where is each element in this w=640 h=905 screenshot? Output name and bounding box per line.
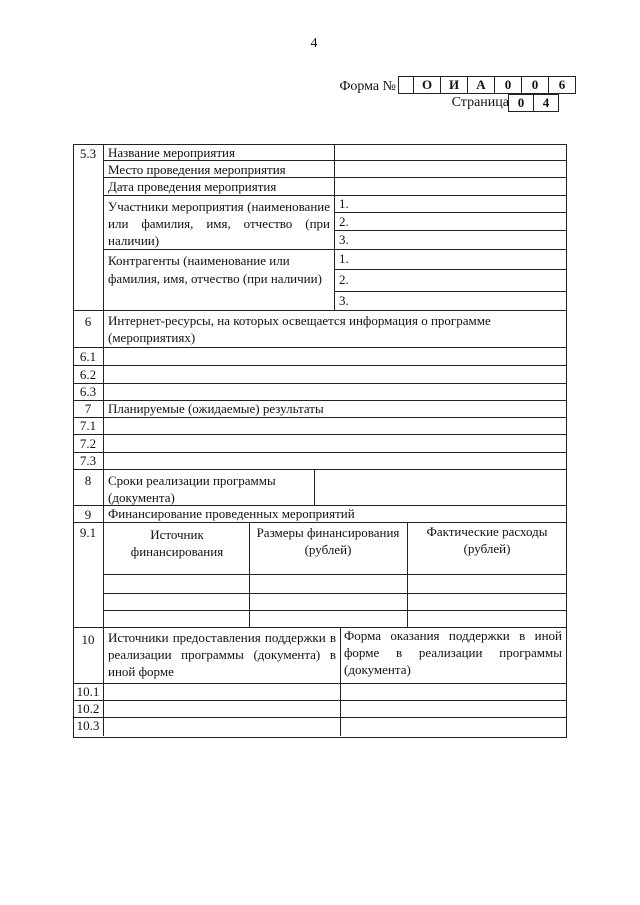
row-number: 10.2 (76, 701, 100, 716)
col-line (249, 522, 250, 627)
row-line (334, 212, 566, 213)
row-number: 7.2 (79, 436, 97, 451)
implementation-period-label: Сроки реализации программы (документа) (108, 473, 276, 505)
row-line (73, 683, 566, 684)
row-number: 7 (84, 401, 92, 416)
internet-resources-label: Интернет-ресурсы, на которых освещается информация о программе (мероприятиях) (108, 313, 491, 345)
page-label: Страница (451, 95, 509, 110)
row-line (334, 230, 566, 231)
row-line (73, 717, 566, 718)
participant-item: 3. (339, 232, 349, 247)
row-number: 9 (84, 507, 92, 522)
row-number: 5.3 (79, 146, 97, 161)
event-name-label: Название мероприятия (108, 145, 235, 160)
form-code-cell: И (441, 76, 468, 94)
row-number: 6 (84, 314, 92, 329)
form-code-cell: 0 (495, 76, 522, 94)
row-line (73, 365, 566, 366)
row-line (73, 452, 566, 453)
row-number: 10 (81, 632, 95, 647)
page-number: 4 (310, 36, 318, 51)
row-number: 10.3 (76, 718, 100, 733)
row-number: 6.3 (79, 384, 97, 399)
row-number: 10.1 (76, 684, 100, 699)
row-line (73, 434, 566, 435)
row-line (73, 383, 566, 384)
counterparties-label: Контрагенты (наименование или фамилия, имя, отчество (при наличии) (108, 253, 322, 286)
form-code-cell: 0 (522, 76, 549, 94)
row-number: 7.1 (79, 418, 97, 433)
counterparty-item: 2. (339, 272, 349, 287)
form-number-label: Форма № (339, 79, 396, 94)
participants-label: Участники мероприятия (наименование или фамилия, имя, отчество (при наличии) (108, 199, 330, 248)
form-code-cell: О (414, 76, 441, 94)
row-line (103, 610, 566, 611)
col-line (314, 469, 315, 505)
participant-item: 2. (339, 214, 349, 229)
row-line (73, 310, 566, 311)
row-line (334, 269, 566, 270)
form-code-cell: 6 (549, 76, 576, 94)
row-line (73, 469, 566, 470)
row-number: 6.2 (79, 367, 97, 382)
counterparty-item: 3. (339, 293, 349, 308)
row-line (334, 291, 566, 292)
row-number: 6.1 (79, 349, 97, 364)
row-number: 8 (84, 473, 92, 488)
financing-amount-header: Размеры финансирования (рублей) (256, 525, 400, 557)
col-line (340, 627, 341, 736)
row-line (73, 700, 566, 701)
financing-source-header: Источник финансирования (130, 527, 224, 559)
support-form-header: Форма оказания поддержки в иной форме в реализации программы (документа) (344, 628, 562, 677)
counterparty-item: 1. (339, 251, 349, 266)
form-code-cells (398, 76, 576, 94)
col-line (103, 144, 104, 736)
col-line (407, 522, 408, 627)
row-line (103, 574, 566, 575)
form-code-cell: А (468, 76, 495, 94)
support-sources-header: Источники предоставления поддержки в реализации программы (документа) в иной форме (108, 630, 336, 679)
row-number: 9.1 (79, 525, 97, 540)
row-line (103, 593, 566, 594)
planned-results-label: Планируемые (ожидаемые) результаты (108, 401, 324, 416)
event-place-label: Место проведения мероприятия (108, 162, 286, 177)
event-date-label: Дата проведения мероприятия (108, 179, 277, 194)
page-code-cells (508, 94, 559, 112)
col-line (334, 144, 335, 310)
row-line (73, 347, 566, 348)
participant-item: 1. (339, 196, 349, 211)
form-code-cell (398, 76, 414, 94)
row-number: 7.3 (79, 453, 97, 468)
row-line (73, 417, 566, 418)
actual-expenses-header: Фактические расходы (рублей) (426, 524, 548, 556)
financing-label: Финансирование проведенных мероприятий (108, 506, 355, 521)
page-code-cell: 0 (508, 94, 534, 112)
page-code-cell: 4 (534, 94, 559, 112)
